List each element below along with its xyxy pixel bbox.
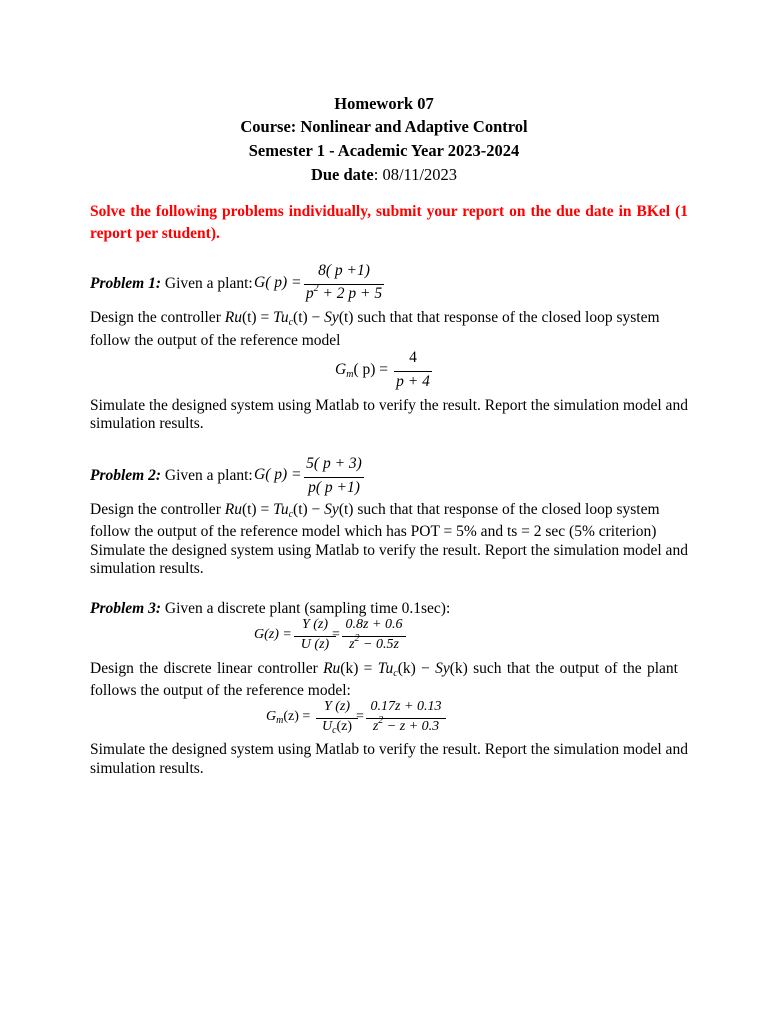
p3-model-tf-numerator: 0.17z + 0.13 [370,699,442,714]
p1-model-denominator: p + 4 [396,373,430,390]
due-date-value: : 08/11/2023 [373,165,458,184]
p1-follow-line: follow the output of the reference model [90,332,341,349]
p3-plant-io-denominator: U (z) [300,637,330,652]
problem-3-intro [90,599,450,619]
p1-model-fraction [394,349,432,393]
p1-model-lhs: $G_m$( p) = [335,361,389,380]
p3-plant-equals: = [332,627,340,642]
p2-plant-lhs: G( p) = [254,466,302,483]
p3-model-io-numerator: Y (z) [323,699,351,714]
p3-simulate-line-2: simulation results. [90,760,204,777]
p3-plant-tf-numerator: 0.8z + 0.6 [345,617,403,632]
p1-model-numerator: 4 [409,349,417,366]
p3-model-io-denominator: $U_c(z)$ [321,719,353,736]
semester-line: Semester 1 - Academic Year 2023-2024 [248,141,520,160]
p1-plant-lhs: G( p) = [254,274,302,291]
p1-simulate-line-2: simulation results. [90,415,204,432]
p1-model-fraction-bar [394,371,432,372]
submission-notice [90,201,690,245]
p3-design-line: Design the discrete linear controller $Ru(k) = Tu_c(k) - Sy(k)$ such that the output of the plant [90,660,678,679]
p1-plant-denominator: $p^2 + 2$ p + 5 [305,283,383,302]
p3-simulate-line-1: Simulate the designed system using Matlab to verify the result. Report the simulation model and [90,741,688,758]
due-date-label: Due date [310,165,374,184]
p2-plant-denominator: p( p +1) [308,479,360,496]
problem-1-label: Problem 1: [90,275,162,292]
p3-model-lhs: $G_m(z)$ = [266,709,311,726]
p1-plant-fraction [304,262,384,306]
p1-controller-equation: $Ru(t) = Tu_c(t) - Sy(t)$ [224,309,354,328]
p2-plant-fraction [304,455,364,499]
p3-plant-tf-denominator: $z^2 - 0.5z$ [349,633,399,652]
p1-simulate-line-1: Simulate the designed system using Matlab to verify the result. Report the simulation model and [90,397,688,414]
p3-plant-tf-fraction [342,617,406,657]
p2-controller-equation: $Ru(t) = Tu_c(t) - Sy(t)$ [224,501,354,520]
p3-plant-io-fraction [294,617,336,657]
p2-simulate-line-1: Simulate the designed system using Matlab to verify the result. Report the simulation model and [90,542,688,559]
p1-design-line: Design the controller $Ru(t) = Tu_c(t) - Sy(t)$ such that that response of the closed loop system [90,309,660,328]
p2-plant-fraction-bar [304,477,364,478]
p3-follow-line: follows the output of the reference model: [90,682,351,699]
p3-plant-io-numerator: Y (z) [301,617,329,632]
p2-simulate-line-2: simulation results. [90,560,204,577]
p3-model-equals: = [356,709,364,724]
notice-line-2: report per student). [90,225,220,242]
problem-2-intro [90,466,253,486]
p2-design-line: Design the controller $Ru(t) = Tu_c(t) - Sy(t)$ such that that response of the closed loop system [90,501,660,520]
problem-2-intro-text: Given a plant: [161,467,253,484]
p3-model-tf-fraction [366,699,446,739]
problem-1-intro [90,274,253,294]
p3-controller-equation: $Ru(k) = Tu_c(k) - Sy(k)$ [323,660,468,679]
course-line: Course: Nonlinear and Adaptive Control [240,117,528,136]
p2-plant-numerator: 5( p + 3) [306,455,362,472]
p3-model-tf-denominator: $z^2 - z + 0.3$ [372,715,440,734]
due-date-line [0,164,768,186]
p3-model-io-fraction [316,699,358,739]
p1-plant-numerator: 8( p +1) [318,262,370,279]
problem-3-label: Problem 3: [90,600,162,617]
p2-follow-line: follow the output of the reference model which has POT = 5% and ts = 2 sec (5% criterion) [90,523,657,540]
problem-3-intro-text: Given a discrete plant (sampling time 0.1sec): [161,600,451,617]
notice-line-1: Solve the following problems individually, submit your report on the due date in BKel (1 [90,203,688,220]
problem-1-intro-text: Given a plant: [161,275,253,292]
problem-2-label: Problem 2: [90,467,162,484]
document-title: Homework 07 [334,94,434,113]
p3-plant-lhs: G(z) = [254,627,292,642]
